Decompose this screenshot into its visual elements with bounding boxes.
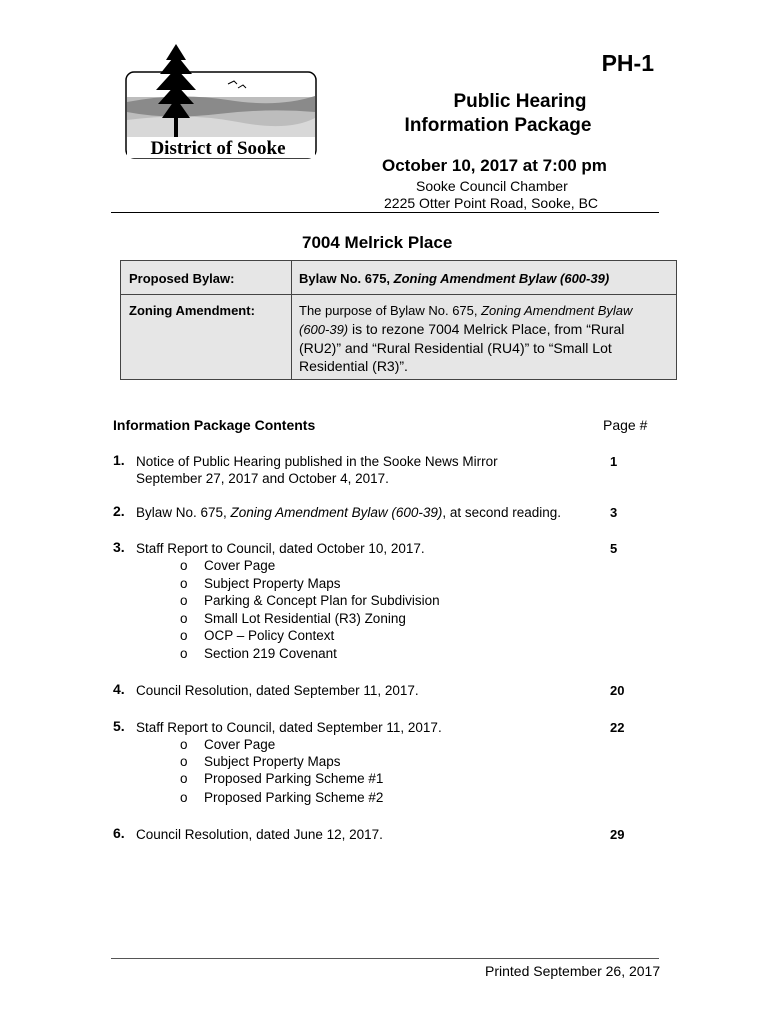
page-column-heading: Page #	[603, 417, 648, 433]
item-3-page: 5	[610, 541, 618, 556]
hearing-address: 2225 Otter Point Road, Sooke, BC	[384, 195, 599, 211]
bullet: o	[180, 771, 188, 786]
bullet: o	[180, 754, 188, 769]
document-code: PH-1	[601, 50, 654, 76]
list-item	[180, 737, 275, 752]
item-4-number: 4.	[113, 681, 125, 697]
sub-item-text: Subject Property Maps	[204, 754, 341, 769]
item-5-page: 22	[610, 720, 625, 735]
contents-heading: Information Package Contents	[113, 417, 316, 433]
title-line-2: Information Package	[404, 115, 592, 136]
district-of-sooke-logo	[118, 42, 318, 160]
logo-text: District of Sooke	[150, 138, 286, 159]
item-1-text	[136, 453, 498, 487]
sub-item-text: Cover Page	[204, 558, 276, 573]
item-2-plain-2: , at second reading.	[442, 505, 561, 520]
sub-item-text: Section 219 Covenant	[204, 646, 337, 661]
zoning-amendment-text	[299, 301, 669, 375]
list-item	[180, 646, 337, 661]
sub-item-text: Parking & Concept Plan for Subdivision	[204, 593, 440, 608]
sub-item-text: Proposed Parking Scheme #2	[204, 790, 384, 805]
amend-italic-1: Zoning Amendment Bylaw	[481, 303, 633, 318]
bullet: o	[180, 737, 188, 752]
item-2-number: 2.	[113, 503, 125, 519]
hearing-venue: Sooke Council Chamber	[416, 178, 568, 194]
item-4-text: Council Resolution, dated September 11, 2017.	[136, 683, 419, 698]
sub-item-text: OCP – Policy Context	[204, 628, 335, 643]
item-2-text	[136, 504, 561, 521]
hearing-date-time: October 10, 2017 at 7:00 pm	[382, 156, 607, 175]
item-6-text: Council Resolution, dated June 12, 2017.	[136, 827, 383, 842]
bylaw-value-italic: Zoning Amendment Bylaw (600-39)	[393, 271, 610, 286]
bullet: o	[180, 611, 188, 626]
bullet: o	[180, 576, 188, 591]
proposed-bylaw-label: Proposed Bylaw:	[129, 271, 235, 286]
item-4-page: 20	[610, 683, 625, 698]
list-item	[180, 628, 334, 643]
item-2-italic: Zoning Amendment Bylaw (600-39)	[230, 505, 443, 520]
property-address: 7004 Melrick Place	[302, 233, 453, 252]
item-1-line-2: September 27, 2017 and October 4, 2017.	[136, 471, 389, 486]
amend-plain-2: is to rezone 7004 Melrick Place, from “Rural (RU2)” and “Rural Residential (RU4)” to “Small Lot Residential (R3)”.	[299, 321, 625, 374]
sub-item-text: Subject Property Maps	[204, 576, 341, 591]
zoning-amendment-label: Zoning Amendment:	[129, 303, 255, 318]
list-item	[180, 754, 341, 769]
list-item	[180, 593, 440, 608]
printed-date: Printed September 26, 2017	[485, 963, 661, 979]
bullet: o	[180, 628, 188, 643]
item-2-plain-1: Bylaw No. 675,	[136, 505, 231, 520]
list-item	[180, 558, 275, 573]
item-3-text: Staff Report to Council, dated October 10, 2017.	[136, 541, 425, 556]
bullet: o	[180, 646, 188, 661]
list-item	[180, 576, 341, 591]
sub-item-text: Cover Page	[204, 737, 276, 752]
item-6-number: 6.	[113, 825, 125, 841]
bylaw-info-table	[120, 260, 677, 380]
item-1-line-1: Notice of Public Hearing published in the Sooke News Mirror	[136, 454, 498, 469]
footer-divider	[111, 958, 659, 959]
table-column-divider	[291, 261, 292, 379]
list-item	[180, 611, 406, 626]
bullet: o	[180, 593, 188, 608]
title-line-1: Public Hearing	[453, 91, 587, 112]
list-item	[180, 771, 383, 786]
proposed-bylaw-value	[299, 271, 609, 286]
header-divider	[111, 212, 659, 213]
list-item	[180, 790, 383, 805]
item-1-page: 1	[610, 454, 618, 469]
item-5-number: 5.	[113, 718, 125, 734]
sub-item-text: Small Lot Residential (R3) Zoning	[204, 611, 406, 626]
sub-item-text: Proposed Parking Scheme #1	[204, 771, 384, 786]
bylaw-value-plain: Bylaw No. 675,	[299, 271, 394, 286]
amend-italic-2: (600-39)	[299, 322, 349, 337]
amend-plain-1: The purpose of Bylaw No. 675,	[299, 303, 482, 318]
item-2-page: 3	[610, 505, 618, 520]
item-1-number: 1.	[113, 452, 125, 468]
bullet: o	[180, 558, 188, 573]
item-5-text: Staff Report to Council, dated September 11, 2017.	[136, 720, 442, 735]
item-3-number: 3.	[113, 539, 125, 555]
bullet: o	[180, 790, 188, 805]
item-6-page: 29	[610, 827, 625, 842]
